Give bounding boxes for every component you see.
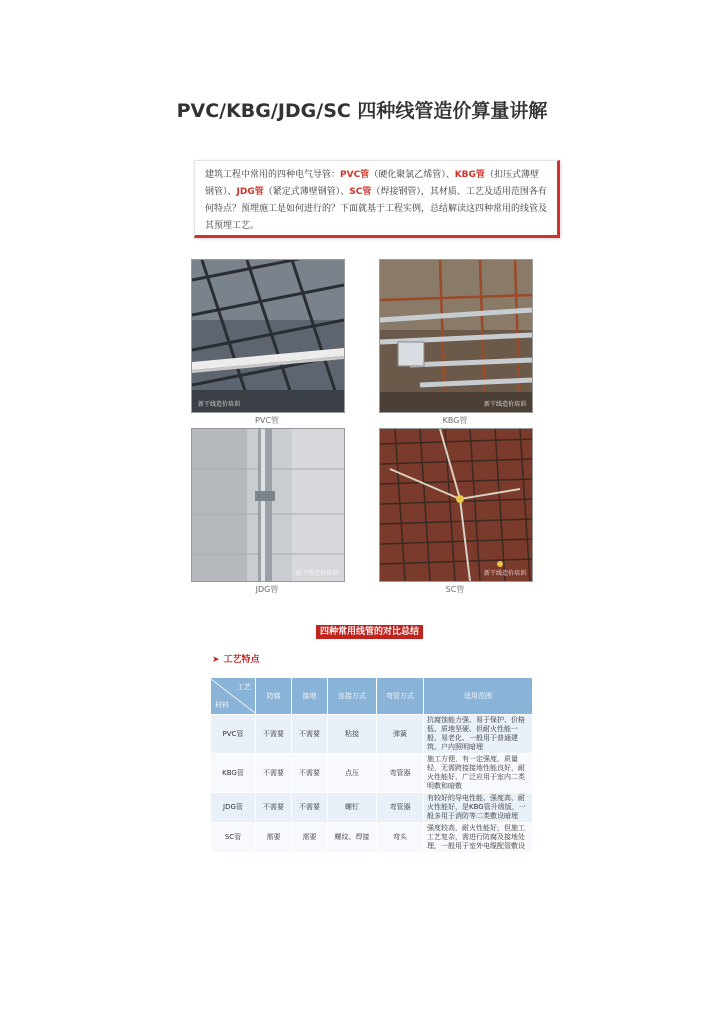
intro-box bbox=[194, 160, 560, 238]
table-header: 适用范围 bbox=[424, 678, 533, 715]
table-cell: 弯头 bbox=[377, 823, 424, 853]
table-row bbox=[211, 754, 533, 793]
table-row bbox=[211, 823, 533, 853]
table-cell: 弯管器 bbox=[377, 793, 424, 823]
table-row bbox=[211, 793, 533, 823]
arrow-icon: ➤ bbox=[212, 655, 220, 665]
intro-kbg: KBG管 bbox=[454, 170, 485, 180]
intro-text-2: （硬化聚氯乙烯管）、 bbox=[369, 170, 455, 180]
table-cell: 需要 bbox=[292, 823, 328, 853]
table-header: 弯管方式 bbox=[377, 678, 424, 715]
intro-sc: SC管 bbox=[349, 187, 372, 197]
table-cell: JDG管 bbox=[211, 793, 256, 823]
photo-caption-sc: SC管 bbox=[445, 585, 465, 594]
table-cell: 强度较高，耐火性能好，但施工工艺复杂，需进行防腐及接地处理，一般用于室外电缆配管敷设 bbox=[424, 823, 533, 853]
document-title: PVC/KBG/JDG/SC 四种线管造价算量讲解 bbox=[176, 100, 548, 122]
table-header: 接地 bbox=[292, 678, 328, 715]
photo-sc-pipe bbox=[379, 428, 533, 582]
table-header-row bbox=[211, 678, 533, 715]
table-cell: 弯管器 bbox=[377, 754, 424, 793]
intro-text-4: （紧定式薄壁钢管）、 bbox=[263, 187, 350, 197]
intro-text-1: 建筑工程中常用的四种电气导管： bbox=[205, 170, 341, 180]
table-cell: 不需要 bbox=[292, 754, 328, 793]
photo-caption-jdg: JDG管 bbox=[255, 585, 279, 594]
table-header: 防腐 bbox=[256, 678, 292, 715]
intro-pvc: PVC管 bbox=[340, 170, 370, 180]
subsection-title: 工艺特点 bbox=[223, 655, 260, 665]
table-cell: 抗腐蚀能力强、易于保护、价格低、质地坚硬、但耐火性能一般、易老化、一般用于普通建筑、户内照明暗埋 bbox=[424, 715, 533, 754]
table-cell: 不需要 bbox=[256, 715, 292, 754]
table-cell: 不需要 bbox=[292, 715, 328, 754]
table-cell: SC管 bbox=[211, 823, 256, 853]
corner-top-label: 工艺 bbox=[237, 683, 251, 691]
photo-watermark: 新干线造价培训 bbox=[295, 570, 338, 577]
table-cell: 施工方便，有一定强度，质量轻，无需跨接接地性能良好，耐火性能好，广泛应用于室内二类明敷和暗敷 bbox=[424, 754, 533, 793]
table-cell: 弹簧 bbox=[377, 715, 424, 754]
table-corner-cell bbox=[211, 678, 256, 715]
photo-caption-pvc: PVC管 bbox=[255, 416, 279, 425]
intro-text-3: （扣压式薄壁钢管）、 bbox=[205, 170, 539, 197]
table-row bbox=[211, 715, 533, 754]
photo-kbg-pipe bbox=[379, 259, 533, 413]
table-cell: 不需要 bbox=[292, 793, 328, 823]
subsection-heading bbox=[212, 652, 260, 665]
intro-text-5: （焊接钢管），其材质、工艺及适用范围各有何特点？预埋施工是如何进行的？下面就基于工程实例，总结解读这四种常用的线管及其预埋工艺。 bbox=[205, 187, 548, 231]
photo-watermark: 新干线造价培训 bbox=[483, 401, 526, 408]
intro-jdg: JDG管 bbox=[236, 187, 264, 197]
table-cell: 粘接 bbox=[328, 715, 377, 754]
table-cell: 需要 bbox=[256, 823, 292, 853]
photo-pvc-pipe bbox=[191, 259, 345, 413]
corner-bottom-label: 材料 bbox=[215, 701, 229, 709]
photo-watermark: 新干线造价培训 bbox=[483, 570, 526, 577]
table-header: 连接方式 bbox=[328, 678, 377, 715]
table-cell: 不需要 bbox=[256, 754, 292, 793]
photo-watermark: 新干线造价培训 bbox=[198, 401, 241, 408]
table-cell: 螺纹、焊接 bbox=[328, 823, 377, 853]
section-banner: 四种常用线管的对比总结 bbox=[316, 625, 423, 639]
table-cell: 点压 bbox=[328, 754, 377, 793]
photo-caption-kbg: KBG管 bbox=[442, 416, 468, 425]
table-cell: 螺钉 bbox=[328, 793, 377, 823]
comparison-table bbox=[210, 677, 533, 853]
table-cell: 有较好的导电性能、强度高、耐火性能好，是KBG管升级版，一般多用于消防等二类敷设暗埋 bbox=[424, 793, 533, 823]
table-cell: KBG管 bbox=[211, 754, 256, 793]
table-cell: PVC管 bbox=[211, 715, 256, 754]
table-cell: 不需要 bbox=[256, 793, 292, 823]
photo-jdg-pipe bbox=[191, 428, 345, 582]
